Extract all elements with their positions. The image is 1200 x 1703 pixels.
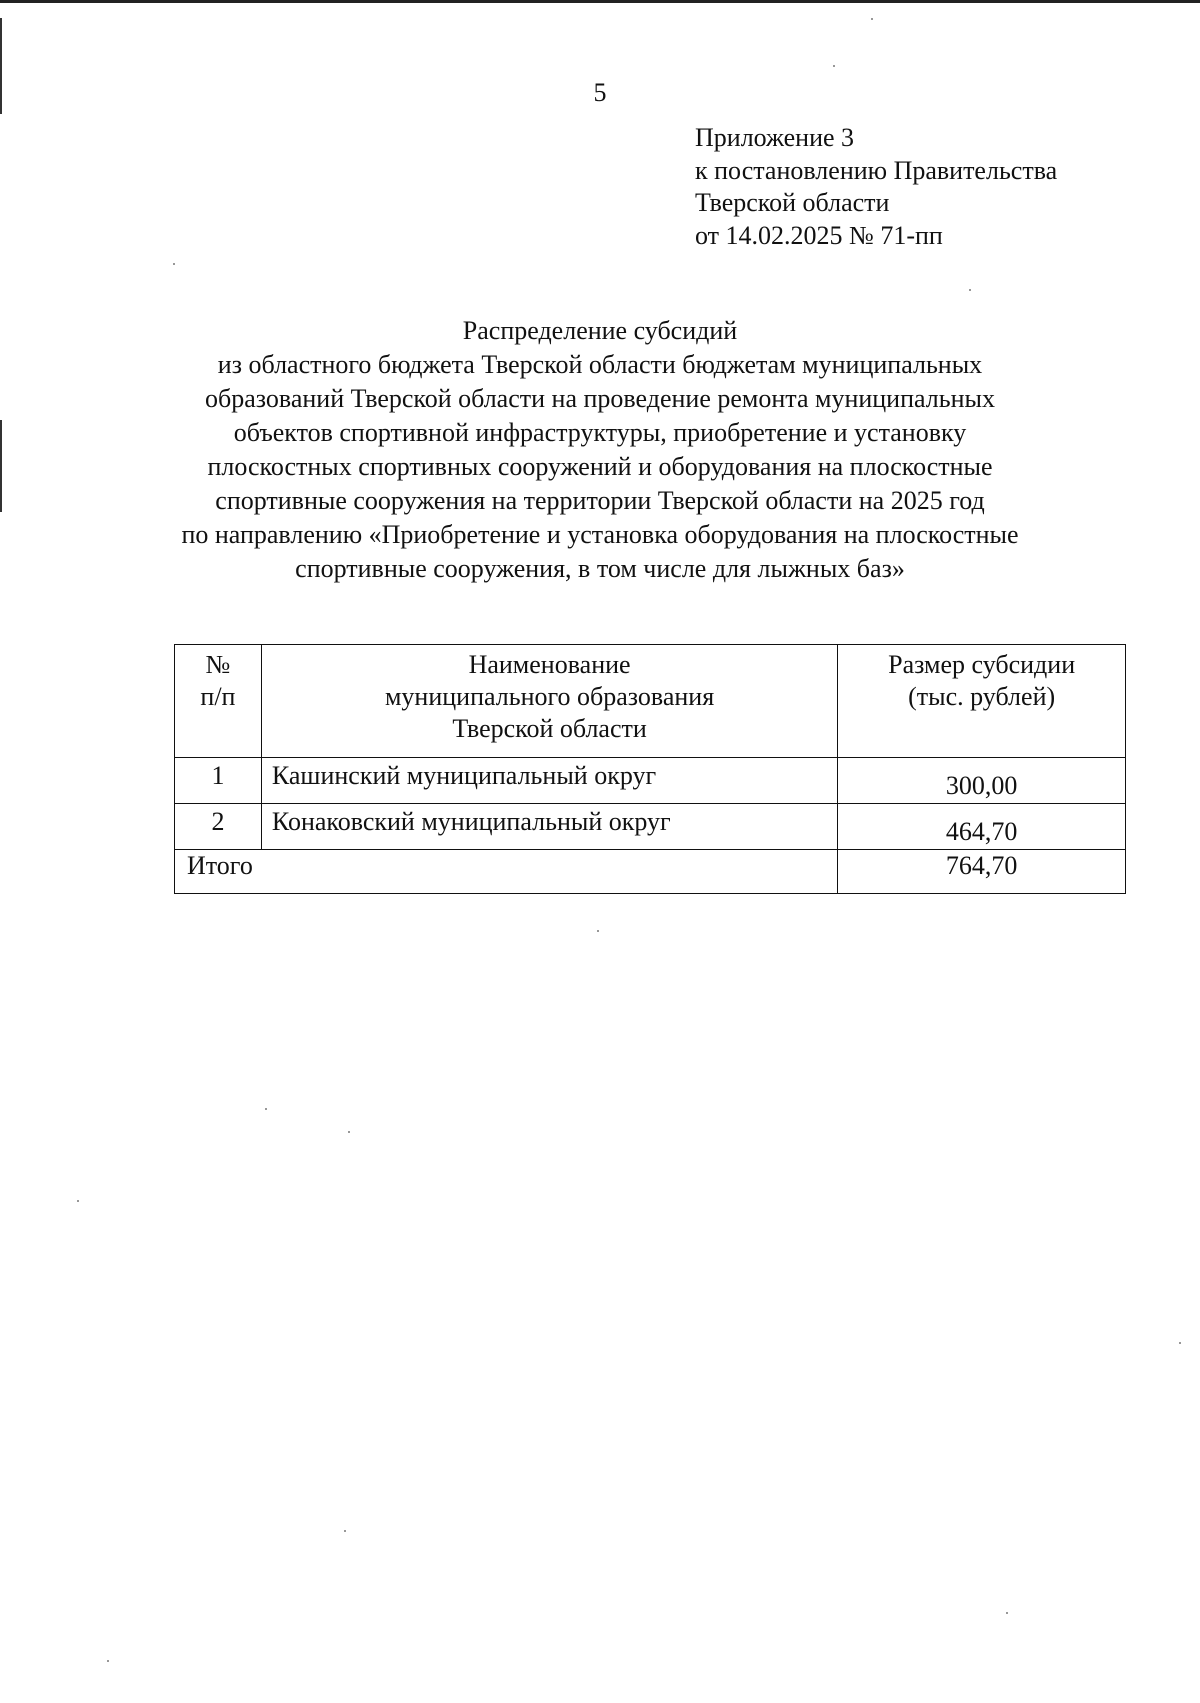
appendix-line: от 14.02.2025 № 71-пп bbox=[695, 220, 943, 250]
header-name-line: Тверской области bbox=[452, 714, 647, 743]
subsidy-table bbox=[174, 644, 1126, 894]
table-row bbox=[175, 758, 1126, 804]
document-title bbox=[0, 314, 1200, 586]
header-amount-line: Размер субсидии bbox=[888, 650, 1076, 679]
header-num-line: п/п bbox=[200, 682, 236, 711]
title-line: образований Тверской области на проведение ремонта муниципальных bbox=[205, 384, 995, 413]
header-name-line: Наименование bbox=[468, 650, 631, 679]
title-line: спортивные сооружения на территории Тверской области на 2025 год bbox=[215, 486, 985, 515]
appendix-line: к постановлению Правительства bbox=[695, 155, 1058, 185]
page-number: 5 bbox=[593, 78, 607, 107]
scan-speck bbox=[265, 1108, 267, 1110]
row-num: 1 bbox=[175, 758, 262, 804]
title-line: объектов спортивной инфраструктуры, приобретение и установку bbox=[233, 418, 967, 447]
header-amount-line: (тыс. рублей) bbox=[908, 682, 1056, 711]
header-name-line: муниципального образования bbox=[384, 682, 715, 711]
scan-speck bbox=[173, 263, 175, 265]
appendix-line: Приложение 3 bbox=[695, 123, 855, 152]
title-line: по направлению «Приобретение и установка оборудования на плоскостные bbox=[181, 520, 1019, 549]
scan-speck bbox=[1179, 1342, 1181, 1344]
scan-speck bbox=[1006, 1612, 1008, 1614]
appendix-line: Тверской области bbox=[695, 188, 890, 217]
title-line: Распределение субсидий bbox=[462, 316, 738, 345]
table-total-row bbox=[175, 850, 1126, 894]
header-amount bbox=[838, 645, 1126, 758]
row-num: 2 bbox=[175, 804, 262, 850]
scan-speck bbox=[107, 1660, 109, 1662]
scan-speck bbox=[969, 289, 971, 291]
appendix-reference bbox=[695, 122, 1057, 252]
scan-speck bbox=[344, 1530, 346, 1532]
title-line: спортивные сооружения, в том числе для лыжных баз» bbox=[295, 554, 905, 583]
scan-speck bbox=[871, 18, 873, 20]
total-label: Итого bbox=[175, 850, 838, 894]
row-amount: 464,70 bbox=[838, 804, 1126, 850]
scan-speck bbox=[833, 65, 835, 67]
title-line: плоскостных спортивных сооружений и оборудования на плоскостные bbox=[207, 452, 993, 481]
row-municipality: Кашинский муниципальный округ bbox=[261, 758, 837, 804]
header-name bbox=[261, 645, 837, 758]
scan-speck bbox=[77, 1200, 79, 1202]
header-num bbox=[175, 645, 262, 758]
title-line: из областного бюджета Тверской области бюджетам муниципальных bbox=[217, 350, 983, 379]
row-amount: 300,00 bbox=[838, 758, 1126, 804]
row-municipality: Конаковский муниципальный округ bbox=[261, 804, 837, 850]
total-amount: 764,70 bbox=[838, 850, 1126, 894]
scan-speck bbox=[348, 1131, 350, 1133]
table-header-row bbox=[175, 645, 1126, 758]
scan-top-edge bbox=[0, 0, 1200, 3]
table-row bbox=[175, 804, 1126, 850]
header-num-line: № bbox=[205, 650, 231, 679]
scan-speck bbox=[597, 930, 599, 932]
